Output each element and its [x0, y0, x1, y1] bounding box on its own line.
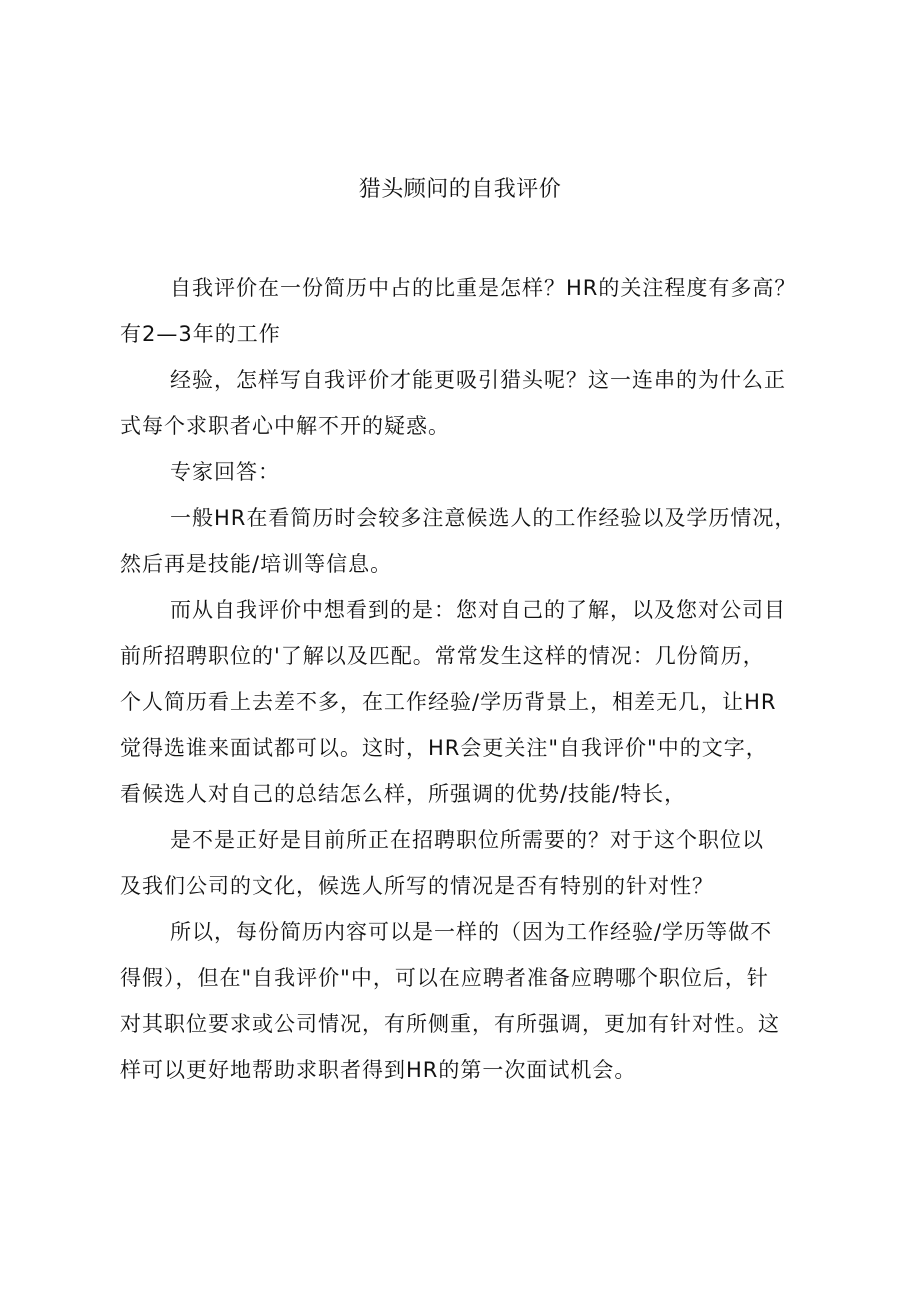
paragraph-line: 及我们公司的文化，候选人所写的情况是否有特别的针对性？ — [120, 874, 714, 898]
paragraph-line: 而从自我评价中想看到的是：您对自己的了解，以及您对公司目 — [170, 598, 786, 622]
paragraph-line: 个人简历看上去差不多，在工作经验/学历背景上，相差无几，让HR — [120, 690, 777, 714]
paragraph-line: 看候选人对自己的总结怎么样，所强调的优势/技能/特长， — [120, 782, 687, 806]
paragraph-line: 然后再是技能/培训等信息。 — [120, 552, 393, 576]
paragraph-line: 自我评价在一份简历中占的比重是怎样？HR的关注程度有多高？ — [170, 276, 797, 300]
paragraph-line: 经验，怎样写自我评价才能更吸引猎头呢？这一连串的为什么正 — [170, 368, 786, 392]
paragraph-line: 觉得选谁来面试都可以。这时，HR会更关注"自我评价"中的文字， — [120, 736, 768, 760]
paragraph-line: 得假），但在"自我评价"中，可以在应聘者准备应聘哪个职位后，针 — [120, 966, 769, 990]
paragraph-line: 式每个求职者心中解不开的疑惑。 — [120, 414, 450, 438]
paragraph-line: 一般HR在看简历时会较多注意候选人的工作经验以及学历情况， — [170, 506, 797, 530]
paragraph-line: 样可以更好地帮助求职者得到HR的第一次面试机会。 — [120, 1058, 637, 1082]
paragraph-line: 前所招聘职位的'了解以及匹配。常常发生这样的情况：几份简历， — [120, 644, 765, 668]
paragraph-line: 专家回答： — [170, 460, 280, 484]
document-title: 猎头顾问的自我评价 — [358, 177, 562, 202]
document-body — [120, 265, 820, 1093]
paragraph-line: 是不是正好是目前所正在招聘职位所需要的？对于这个职位以 — [170, 828, 764, 852]
paragraph-line: 对其职位要求或公司情况，有所侧重，有所强调，更加有针对性。这 — [120, 1012, 780, 1036]
paragraph-line: 有2—3年的工作 — [120, 322, 281, 346]
paragraph-line: 所以，每份简历内容可以是一样的（因为工作经验/学历等做不 — [170, 920, 773, 944]
